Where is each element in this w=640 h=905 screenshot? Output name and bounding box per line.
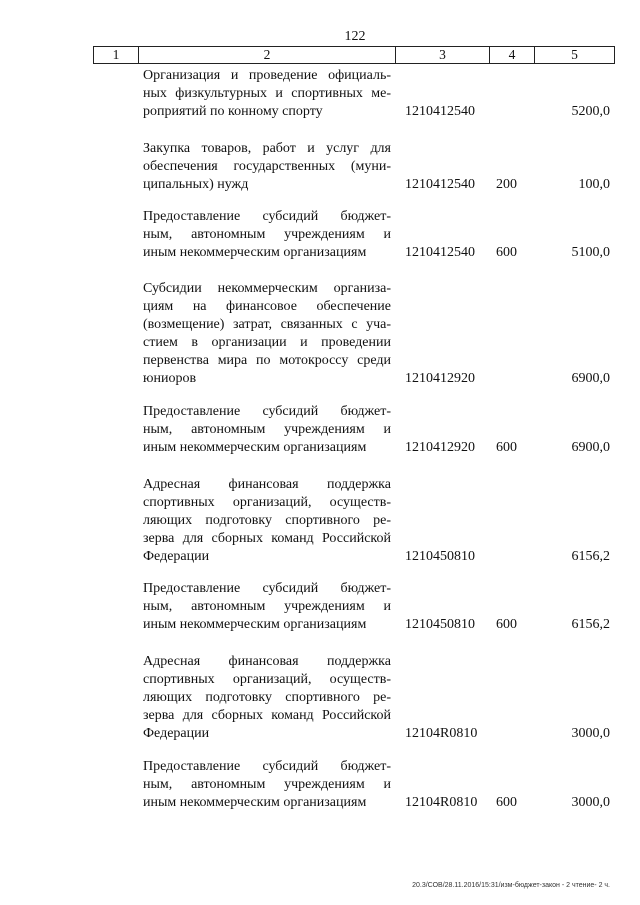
description-line: Федерации bbox=[143, 549, 210, 564]
description-line: зерва для сборных команд Российской bbox=[143, 531, 391, 546]
row-code: 1210412920 bbox=[405, 440, 475, 455]
description-line: роприятий по конному спорту bbox=[143, 104, 323, 119]
description-line: Адресная финансовая поддержка bbox=[143, 654, 391, 669]
description-line: ным, автономным учреждениям и bbox=[143, 777, 391, 792]
table-header-row bbox=[93, 46, 615, 64]
row-description bbox=[143, 280, 391, 388]
row-description bbox=[143, 580, 391, 634]
row-amount: 5100,0 bbox=[571, 245, 610, 260]
row-code: 1210450810 bbox=[405, 549, 475, 564]
row-code: 1210412540 bbox=[405, 104, 475, 119]
description-line: юниоров bbox=[143, 371, 197, 386]
header-col-1: 1 bbox=[94, 47, 139, 63]
row-expense-type: 600 bbox=[496, 440, 517, 455]
row-expense-type: 200 bbox=[496, 177, 517, 192]
row-description bbox=[143, 67, 391, 121]
description-line: (возмещение) затрат, связанных с уча- bbox=[143, 317, 391, 332]
description-line: циям на финансовое обеспечение bbox=[143, 299, 391, 314]
row-amount: 6156,2 bbox=[571, 617, 610, 632]
description-line: ляющих подготовку спортивного ре- bbox=[143, 690, 391, 705]
description-line: иным некоммерческим организациям bbox=[143, 440, 367, 455]
row-amount: 3000,0 bbox=[571, 726, 610, 741]
row-code: 12104R0810 bbox=[405, 726, 478, 741]
description-line: спортивных организаций, осуществ- bbox=[143, 495, 391, 510]
description-line: Федерации bbox=[143, 726, 210, 741]
row-amount: 6156,2 bbox=[571, 549, 610, 564]
description-line: ципальных) нужд bbox=[143, 177, 249, 192]
description-line: Предоставление субсидий бюджет- bbox=[143, 404, 391, 419]
description-line: Организация и проведение официаль- bbox=[143, 68, 391, 83]
description-line: иным некоммерческим организациям bbox=[143, 617, 367, 632]
header-col-2: 2 bbox=[139, 47, 396, 63]
description-line: ным, автономным учреждениям и bbox=[143, 422, 391, 437]
row-code: 1210450810 bbox=[405, 617, 475, 632]
row-description bbox=[143, 758, 391, 812]
row-amount: 3000,0 bbox=[571, 795, 610, 810]
row-amount: 6900,0 bbox=[571, 440, 610, 455]
row-expense-type: 600 bbox=[496, 245, 517, 260]
description-line: обеспечения государственных (муни- bbox=[143, 159, 391, 174]
row-code: 1210412920 bbox=[405, 371, 475, 386]
description-line: иным некоммерческим организациям bbox=[143, 795, 367, 810]
row-description bbox=[143, 653, 391, 743]
row-expense-type: 600 bbox=[496, 795, 517, 810]
row-amount: 6900,0 bbox=[571, 371, 610, 386]
row-description bbox=[143, 208, 391, 262]
description-line: стием в организации и проведении bbox=[143, 335, 391, 350]
row-description bbox=[143, 476, 391, 566]
description-line: Предоставление субсидий бюджет- bbox=[143, 759, 391, 774]
row-code: 12104R0810 bbox=[405, 795, 478, 810]
description-line: Предоставление субсидий бюджет- bbox=[143, 209, 391, 224]
row-description bbox=[143, 140, 391, 194]
row-code: 1210412540 bbox=[405, 177, 475, 192]
description-line: первенства мира по мотокроссу среди bbox=[143, 353, 391, 368]
description-line: Субсидии некоммерческим организа- bbox=[143, 281, 391, 296]
description-line: спортивных организаций, осуществ- bbox=[143, 672, 391, 687]
row-code: 1210412540 bbox=[405, 245, 475, 260]
description-line: ным, автономным учреждениям и bbox=[143, 227, 391, 242]
row-amount: 100,0 bbox=[578, 177, 610, 192]
description-line: зерва для сборных команд Российской bbox=[143, 708, 391, 723]
header-col-3: 3 bbox=[396, 47, 490, 63]
description-line: Закупка товаров, работ и услуг для bbox=[143, 141, 391, 156]
description-line: ляющих подготовку спортивного ре- bbox=[143, 513, 391, 528]
footer-stamp: 20.3/СОВ/28.11.2016/15:31/изм-бюджет-закон - 2 чтение- 2 ч. bbox=[412, 882, 610, 889]
row-amount: 5200,0 bbox=[571, 104, 610, 119]
header-col-4: 4 bbox=[490, 47, 535, 63]
description-line: Адресная финансовая поддержка bbox=[143, 477, 391, 492]
page-number: 122 bbox=[344, 29, 366, 44]
row-description bbox=[143, 403, 391, 457]
description-line: Предоставление субсидий бюджет- bbox=[143, 581, 391, 596]
description-line: ных физкультурных и спортивных ме- bbox=[143, 86, 391, 101]
row-expense-type: 600 bbox=[496, 617, 517, 632]
description-line: иным некоммерческим организациям bbox=[143, 245, 367, 260]
header-col-5: 5 bbox=[571, 47, 578, 62]
description-line: ным, автономным учреждениям и bbox=[143, 599, 391, 614]
